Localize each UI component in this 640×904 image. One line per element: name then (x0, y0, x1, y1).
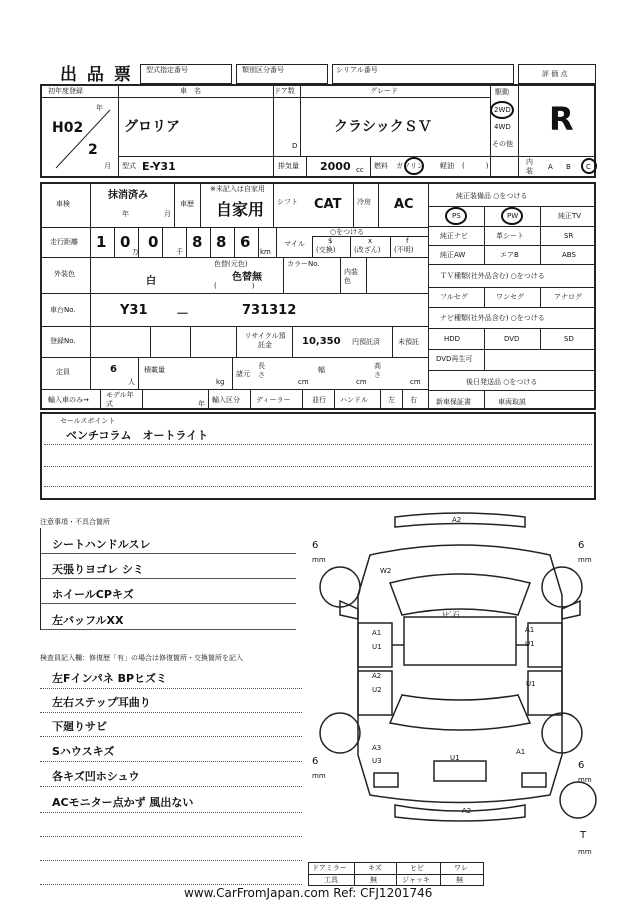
tire-spare-mm: mm (578, 848, 592, 856)
watermark: www.CarFromJapan.com Ref: CFJ1201746 (184, 886, 433, 900)
navi-title: ナビ種類(社外品含む) ○をつける (440, 314, 545, 322)
cc-unit: cc (356, 166, 364, 174)
cool-value: AC (394, 197, 414, 212)
inspection-value: 抹消済み (108, 190, 148, 201)
colorno-label: カラーNo. (287, 260, 320, 268)
import-parallel: 並行 (312, 396, 326, 404)
int-a: A (548, 163, 553, 171)
tire-rl-mm: mm (312, 772, 326, 780)
rule (312, 236, 313, 257)
notes-bracket (40, 528, 41, 630)
rule (334, 389, 335, 410)
opt-pw-circle (501, 207, 523, 225)
after-manual: 車両取説 (498, 398, 526, 406)
rule (402, 389, 403, 410)
history-note: ※未記入は自家用 (210, 185, 265, 193)
legend-crack: ヒビ (410, 864, 424, 872)
q-mark: f (406, 237, 409, 245)
rule (428, 328, 596, 329)
inspector-item: 下廻りサビ (52, 720, 107, 733)
note-line (40, 629, 296, 630)
legend-door-mirror: ドアミラー (312, 864, 347, 872)
mileage-label: 走行距離 (50, 238, 78, 246)
first-reg-label: 初年度登録 (48, 87, 83, 95)
dmg-u1-l: U1 (372, 643, 382, 651)
mileage-digit-2: 0 (120, 233, 131, 251)
opt-pw: PW (507, 212, 519, 220)
eval-score: R (549, 100, 574, 138)
dmg-u2-l: U2 (372, 686, 382, 694)
rule (40, 389, 428, 390)
dmg-a2-l: A2 (372, 672, 382, 680)
mileage-digit-6: 6 (240, 233, 251, 251)
recycle-label: リサイクル預託金 (244, 332, 286, 349)
rule (428, 287, 596, 288)
mileage-digit-1: 1 (96, 233, 107, 251)
rule (150, 326, 151, 357)
opt-abs: ABS (562, 251, 576, 259)
chassis-model: Y31 (120, 303, 148, 318)
dmg-w2: W2 (380, 567, 392, 575)
recolor-paren: ( ) (214, 282, 255, 290)
rule (258, 227, 259, 257)
rule (300, 84, 301, 156)
inspector-line (40, 736, 302, 737)
q-sub: (不明) (394, 246, 414, 254)
sales-text: ベンチコラム オートライト (66, 429, 209, 442)
model-label: 型式 (122, 162, 136, 170)
disp-label: 排気量 (278, 162, 299, 170)
man-unit: 万 (132, 248, 139, 256)
len-cm: cm (298, 378, 309, 386)
rule (390, 236, 391, 257)
width-label: 幅 (318, 366, 325, 374)
fuel-gas-circle (404, 157, 424, 175)
dims-label: 諸元 (236, 370, 250, 378)
rule (484, 206, 485, 264)
mileage-digit-4: 8 (192, 233, 203, 251)
km-unit: km (260, 248, 271, 256)
rule (100, 389, 101, 410)
inspector-line (40, 786, 302, 787)
after-title: 後日発送品 ○をつける (466, 378, 538, 386)
rule (40, 97, 490, 98)
legend-broken: ワレ (454, 864, 468, 872)
rule (518, 84, 519, 178)
inspection-label: 車検 (56, 200, 70, 208)
tire-rl-depth: 6 (312, 756, 319, 767)
note-item: シートハンドルスレ (52, 538, 151, 551)
note-item: 左バッフルXX (52, 614, 124, 627)
interior-color-label: 内装色 (344, 268, 358, 285)
opt-tv: 純正TV (558, 212, 582, 220)
first-reg-month: 2 (88, 142, 98, 158)
dmg-a1-l: A1 (372, 629, 382, 637)
rule (234, 227, 235, 257)
rule (210, 227, 211, 257)
after-warranty: 新車保証書 (436, 398, 471, 406)
int-c-circle (581, 158, 597, 174)
model-cert-label: 型式指定番号 (146, 66, 188, 74)
rule (354, 862, 355, 886)
import-dealer: ディーラー (256, 396, 291, 404)
opt-airbag: エアB (500, 251, 519, 259)
history-value: 自家用 (216, 200, 265, 219)
chassis-label: 車台No. (50, 306, 76, 314)
rule (392, 326, 393, 357)
doors-label: ドア数 (274, 87, 295, 95)
note-line (40, 603, 296, 604)
sales-line (44, 444, 592, 445)
rule (490, 84, 491, 178)
inspector-label: 検査員記入欄：修復歴「有」の場合は修復箇所・交換箇所を記入 (40, 654, 243, 662)
kg-unit: kg (216, 378, 225, 386)
shift-value: CAT (314, 197, 342, 212)
drive-label: 駆動 (495, 88, 509, 96)
recycle-no: 未預託 (398, 338, 419, 346)
rule (174, 182, 175, 227)
tire-rear-left (320, 713, 360, 753)
color-label: 外装色 (54, 270, 75, 278)
legend-scratch: キズ (368, 864, 382, 872)
rule (40, 357, 428, 358)
sales-line (44, 466, 592, 467)
class-label: 類別区分番号 (242, 66, 284, 74)
opt-navi: 純正ナビ (440, 232, 468, 240)
color-value: 白 (146, 276, 156, 287)
interior-label: 内装 (526, 158, 533, 175)
rule (378, 182, 379, 227)
navi-dvd: DVD (504, 335, 520, 343)
rule (306, 156, 307, 178)
grade-value: クラシックＳＶ (334, 119, 432, 135)
opt-sr: SR (564, 232, 574, 240)
recycle-value: 10,350 (302, 336, 341, 347)
dmg-u3-l: U3 (372, 757, 382, 765)
circle-label: ○をつける (330, 228, 365, 236)
tire-spare-label: T (580, 830, 587, 841)
mile-label: マイル (284, 240, 305, 248)
dmg-a2-bottom: A2 (462, 807, 472, 815)
rule (540, 287, 541, 307)
opt-seat: 革シート (496, 232, 524, 240)
rule (350, 236, 351, 257)
dvd-play: DVD再生可 (436, 355, 473, 363)
rule (292, 326, 293, 357)
cool-label: 冷房 (357, 198, 371, 206)
dmg-u1-r: U1 (525, 640, 535, 648)
eval-label: 評 価 点 (542, 70, 568, 78)
drive-4wd: 4WD (494, 123, 511, 131)
tire-fr-depth: 6 (578, 540, 585, 551)
inspector-line (40, 860, 302, 861)
car-name-value: グロリア (124, 119, 180, 135)
history-label: 車歴 (180, 200, 194, 208)
rule (236, 326, 237, 357)
x-mark: x (368, 237, 373, 245)
rule (440, 862, 441, 886)
capacity-label: 定員 (56, 368, 70, 376)
rule (142, 389, 143, 410)
rule (200, 182, 201, 227)
rule (40, 326, 428, 327)
opt-ps: PS (452, 212, 461, 220)
form-title: 出 品 票 (60, 65, 133, 85)
legend-none1: 無 (370, 876, 377, 884)
inspector-item: 左Fインパネ BPヒズミ (52, 672, 168, 685)
door-d: D (292, 142, 298, 150)
import-type-label: 輸入区分 (212, 396, 240, 404)
navi-sd: SD (564, 335, 574, 343)
note-line (40, 578, 296, 579)
mileage-digit-3: 0 (148, 233, 159, 251)
tire-fl-depth: 6 (312, 540, 319, 551)
fuel-diesel: 軽油 (440, 162, 454, 170)
rule (484, 349, 485, 370)
first-reg-era: H02 (52, 120, 84, 136)
drive-2wd: 2WD (494, 106, 511, 114)
handle-right: 右 (410, 396, 417, 404)
rule (366, 257, 367, 293)
capacity-value: 6 (110, 364, 117, 375)
rule (484, 390, 485, 410)
rule (114, 227, 115, 257)
recolor-label: 色替(元色) (214, 260, 248, 268)
dmg-u1-r2: U1 (526, 680, 536, 688)
rule (484, 328, 485, 349)
rule (428, 349, 596, 350)
sales-line (44, 486, 592, 487)
chassis-number: 731312 (242, 303, 297, 318)
dmg-roof: ﾄﾋﾞ石 (442, 611, 460, 619)
rule (283, 257, 284, 293)
load-label: 積載量 (144, 366, 165, 374)
fuel-gas: ガソリン (396, 162, 424, 170)
dmg-a1-r: A1 (525, 626, 535, 634)
tv-analog: アナログ (554, 293, 582, 301)
dmg-a1-rb: A1 (516, 748, 526, 756)
rule (428, 182, 429, 410)
grade-label: グレード (370, 87, 398, 95)
year-mark: 年 (96, 104, 103, 112)
rule (540, 328, 541, 349)
tv-oneseg: ワンセグ (496, 293, 524, 301)
rule (90, 182, 91, 390)
rule (396, 862, 397, 886)
inspector-line (40, 688, 302, 689)
serial-label: シリアル番号 (336, 66, 378, 74)
opt-title: 純正装備品 ○をつける (456, 192, 528, 200)
spare-tire (560, 782, 596, 818)
int-b: B (566, 163, 571, 171)
model-year-mark: 年 (198, 400, 205, 408)
inspector-item: 各キズ凹ホシュウ (52, 770, 140, 783)
person-unit: 人 (128, 378, 135, 386)
inspector-item: ACモニター点かず 風出ない (52, 796, 194, 809)
len-label: 長さ (258, 362, 265, 379)
sales-label: セールスポイント (60, 417, 116, 425)
rule (190, 326, 191, 357)
car-name-label: 車 名 (180, 87, 201, 95)
rule (380, 389, 381, 410)
tire-fl-mm: mm (312, 556, 326, 564)
opt-aw: 純正AW (440, 251, 466, 259)
rule (273, 156, 274, 178)
inspection-year: 年 (122, 210, 129, 218)
drive-other: その他 (492, 140, 513, 148)
rule (276, 227, 277, 257)
rule (370, 156, 371, 178)
rule (250, 389, 251, 410)
shift-label: シフト (277, 198, 298, 206)
rule (232, 357, 233, 389)
rule (428, 264, 596, 265)
rule (340, 257, 341, 293)
inspector-line (40, 836, 302, 837)
rule (428, 226, 596, 227)
tire-fr-mm: mm (578, 556, 592, 564)
dollar-mark: $ (328, 237, 333, 245)
rule (484, 287, 485, 307)
tv-fullseg: フルセグ (440, 293, 468, 301)
rule (273, 182, 274, 227)
rule (518, 156, 596, 157)
height-cm: cm (410, 378, 421, 386)
recolor-value: 色替無 (232, 272, 262, 283)
rule (353, 182, 354, 227)
fuel-label: 燃料 (374, 162, 388, 170)
notes-label: 注意事項・不具合箇所 (40, 518, 110, 526)
opt-ps-circle (445, 207, 467, 225)
dmg-a2-top: A2 (452, 516, 462, 524)
note-item: 天張りヨゴレ シミ (52, 563, 144, 576)
rule (428, 390, 596, 391)
inspection-month: 月 (164, 210, 171, 218)
rule (186, 227, 187, 257)
rule (40, 257, 428, 258)
rule (208, 389, 209, 410)
rule (138, 357, 139, 389)
rule (118, 84, 119, 178)
width-cm: cm (356, 378, 367, 386)
tv-title: ＴＶ種類(社外品含む) ○をつける (440, 272, 545, 280)
inspector-line (40, 761, 302, 762)
rule (540, 206, 541, 264)
rule (162, 227, 163, 257)
sen-unit: 千 (176, 248, 183, 256)
note-item: ホイールCPキズ (52, 588, 134, 601)
car-diagram (300, 505, 600, 835)
dmg-a3-l: A3 (372, 744, 382, 752)
handle-label: ハンドル (340, 396, 368, 404)
tire-rr-depth: 6 (578, 760, 585, 771)
inspector-line (40, 884, 302, 885)
rule (302, 389, 303, 410)
dmg-u1-b: U1 (450, 754, 460, 762)
note-line (40, 553, 296, 554)
disp-value: 2000 (320, 160, 351, 173)
month-mark: 月 (104, 162, 111, 170)
chassis-dash: － (176, 307, 190, 322)
int-c: C (586, 163, 591, 171)
legend-tool: 工具 (324, 876, 338, 884)
import-label: 輸入車のみ→ (48, 396, 89, 404)
model-value: E-Y31 (142, 160, 176, 173)
reg-label: 登録No. (50, 337, 76, 345)
dollar-sub: (交換) (316, 246, 336, 254)
handle-left: 左 (388, 396, 395, 404)
recycle-status: 円預託済 (352, 338, 380, 346)
mileage-digit-5: 8 (216, 233, 227, 251)
inspector-item: 左右ステップ耳曲り (52, 696, 151, 709)
rule (428, 370, 596, 371)
x-sub: (改ざん) (354, 246, 381, 254)
legend-none2: 無 (456, 876, 463, 884)
navi-hdd: HDD (444, 335, 461, 343)
rule (428, 245, 596, 246)
model-year-label: モデル年式 (106, 391, 134, 408)
inspector-line (40, 712, 302, 713)
legend-jack: ジャッキ (402, 876, 430, 884)
rule (428, 307, 596, 308)
inspector-line (40, 812, 302, 813)
inspector-item: Sハウスキズ (52, 745, 115, 758)
drive-2wd-circle (490, 101, 514, 119)
tire-rr-mm: mm (578, 776, 592, 784)
fuel-paren: ( ) (462, 162, 489, 170)
rule (40, 293, 428, 294)
height-label: 高さ (374, 362, 381, 379)
